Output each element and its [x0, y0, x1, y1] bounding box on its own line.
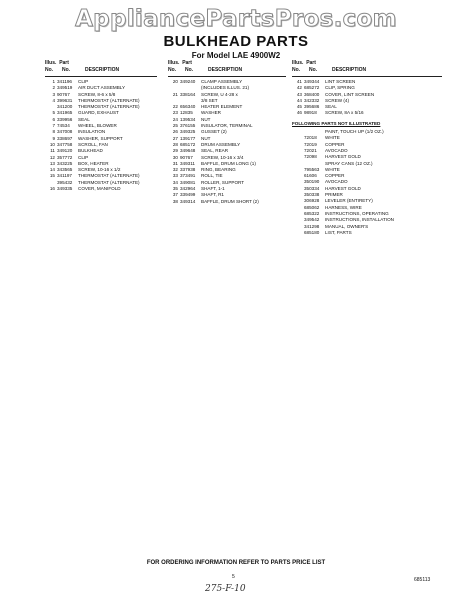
page-title: BULKHEAD PARTS	[163, 33, 309, 50]
illus-number: 14	[49, 167, 55, 173]
part-description: SEAL	[325, 104, 337, 110]
part-number: 90767	[57, 91, 70, 97]
header-description: DESCRIPTION	[332, 67, 367, 73]
column-header	[292, 60, 442, 77]
part-description: BAFFLE, DRUM SHORT (2)	[201, 198, 259, 204]
footer-note: FOR ORDERING INFORMATION REFER TO PARTS PRICE LIST	[146, 560, 326, 566]
part-description: LEVELER (ENTIRETY)	[325, 198, 373, 204]
part-description: LIST, PARTS	[325, 229, 352, 235]
illus-number: 4	[52, 97, 55, 103]
part-description: RING, BEARING	[201, 167, 236, 173]
illus-number: 24	[172, 116, 178, 122]
part-number: 343565	[57, 167, 73, 173]
illus-number	[292, 230, 304, 236]
illus-number: 11	[50, 148, 55, 154]
illus-number: 16	[49, 186, 55, 192]
part-description: PRIMER	[325, 192, 343, 198]
part-description: COPPER	[325, 173, 345, 179]
part-description: COVER, LINT SCREEN	[325, 91, 375, 97]
header-no2: No.	[309, 67, 318, 73]
part-description: GUSSET (2)	[201, 129, 227, 135]
illus-number: 15	[49, 173, 55, 179]
illus-number: 26	[172, 129, 178, 135]
part-description: WHEEL, BLOWER	[78, 123, 117, 129]
part-number: 341298	[304, 223, 320, 229]
part-description: SCREW, U 4-28 x	[201, 91, 238, 97]
illus-number: 45	[296, 104, 302, 110]
part-number: 395686	[304, 104, 320, 110]
part-number: 350190	[304, 179, 320, 185]
part-description: THERMOSTAT (ALTERNATE)	[78, 97, 140, 103]
part-description: SCREW, 10-16 x 3/4	[201, 154, 244, 160]
parts-list	[45, 79, 157, 192]
part-description: NUT	[201, 135, 211, 141]
part-number: 338164	[180, 91, 196, 97]
illus-number: 3	[52, 91, 55, 97]
illus-number: 29	[172, 148, 178, 154]
part-number: 349325	[180, 129, 196, 135]
part-description: SCROLL, FAN	[78, 141, 108, 147]
illus-number: 8	[52, 129, 55, 135]
part-description: SHAFT, 1-1	[201, 186, 225, 192]
header-no: No.	[292, 67, 301, 73]
part-number: 139534	[180, 116, 196, 122]
watermark: AppliancePartsPros.com	[75, 6, 397, 32]
part-description: INSULATION	[78, 129, 106, 135]
part-description: INSULATOR, TERMINAL	[201, 123, 253, 129]
part-description: BULKHEAD	[78, 148, 103, 154]
illus-number: 6	[52, 116, 55, 122]
page-number: 5	[232, 574, 235, 580]
illus-number: 44	[296, 97, 302, 103]
part-description: PAINT, TOUCH UP (1/2 OZ.)	[325, 129, 384, 135]
illus-number: 2	[52, 85, 55, 91]
part-number: 72021	[304, 147, 317, 153]
part-description: SCREW, 8-6 x 5/8	[78, 91, 116, 97]
header-illus: Illus. Part	[168, 60, 192, 66]
part-number: 339499	[180, 192, 196, 198]
part-number: 685172	[180, 141, 196, 147]
illus-number: 41	[296, 79, 302, 84]
illus-number: 1	[52, 79, 55, 84]
header-no2: No.	[62, 67, 71, 73]
part-number: 12835	[180, 110, 193, 116]
part-description: ROLL, TIE	[201, 173, 223, 179]
part-number: 72098	[304, 154, 317, 160]
illus-number: 46	[296, 110, 302, 116]
part-description: AVOCADO	[325, 147, 348, 153]
part-number: 357772	[57, 154, 73, 160]
part-description: CLAMP ASSEMBLY	[201, 79, 243, 84]
part-number: 376155	[180, 123, 196, 129]
header-description: DESCRIPTION	[208, 67, 243, 73]
parts-row	[45, 186, 157, 192]
part-description: LINT SCREEN	[325, 79, 356, 84]
parts-column-1	[45, 60, 157, 192]
part-description: DRUM ASSEMBLY	[201, 141, 241, 147]
illus-number: 20	[172, 79, 178, 84]
illus-number: 33	[172, 173, 178, 179]
part-number: 349311	[180, 160, 195, 166]
section-title: FOLLOWING PARTS NOT ILLUSTRATED	[292, 120, 381, 126]
part-number: 795563	[304, 166, 320, 172]
part-description: AIR DUCT ASSEMBLY	[78, 85, 126, 91]
document-code: 685113	[414, 577, 431, 583]
part-description: NUT	[201, 116, 211, 122]
part-description: WASHER, SUPPORT	[78, 135, 123, 141]
part-description: GUARD, EXHAUST	[78, 110, 119, 116]
part-description: MANUAL, OWNER'S	[325, 223, 369, 229]
handwritten-note: 275-F-10	[205, 584, 246, 594]
illus-number: 25	[172, 123, 178, 129]
page-subtitle: For Model LAE 4900W2	[191, 51, 281, 60]
column-header	[45, 60, 157, 77]
header-illus: Illus. Part	[45, 60, 69, 66]
part-number: 342332	[304, 97, 320, 103]
part-description: SCREW (4)	[325, 97, 349, 103]
illus-number: 37	[172, 192, 178, 198]
header-no: No.	[168, 67, 177, 73]
part-description: 3/8 SET	[201, 97, 218, 103]
part-number: 349519	[57, 85, 73, 91]
part-description: SPRAY CANS (12 OZ.)	[325, 160, 373, 166]
part-description: WHITE	[325, 135, 340, 141]
illus-number: 7	[52, 123, 55, 129]
part-description: SHAFT, R1	[201, 192, 224, 198]
illus-number: 34	[172, 179, 178, 185]
illus-number: 9	[52, 135, 55, 141]
parts-list-not-illustrated	[292, 129, 442, 236]
illus-number: 32	[172, 167, 178, 173]
part-number: 341200	[57, 104, 73, 110]
part-number: 685180	[304, 229, 320, 235]
part-description: WHITE	[325, 166, 340, 172]
part-number: 90767	[180, 154, 193, 160]
parts-column-3	[292, 60, 442, 236]
part-number: 349240	[180, 79, 196, 84]
illus-number: 23	[172, 110, 178, 116]
part-description: SCREW, 8A x 5/16	[325, 110, 364, 116]
part-description: BAFFLE, DRUM LONG (1)	[201, 160, 256, 166]
part-number: 347008	[57, 129, 73, 135]
illus-number: 42	[296, 85, 302, 91]
part-number: 306928	[304, 198, 320, 204]
part-number: 349335	[57, 186, 73, 192]
part-description: (INCLUDES ILLUS. 21)	[201, 85, 249, 91]
header-illus: Illus. Part	[292, 60, 316, 66]
part-number: 685272	[304, 85, 320, 91]
illus-number: 21	[172, 91, 178, 97]
parts-row	[168, 199, 286, 205]
part-number: 349344	[304, 79, 320, 84]
part-number: 349314	[180, 198, 196, 204]
illus-number: 27	[172, 135, 178, 141]
header-no: No.	[45, 67, 54, 73]
header-no2: No.	[185, 67, 194, 73]
parts-list	[168, 79, 286, 205]
part-number: 395432	[57, 179, 73, 185]
part-description: COPPER	[325, 141, 345, 147]
part-number: 139177	[180, 135, 196, 141]
parts-row	[292, 230, 442, 236]
part-description: AVOCADO	[325, 179, 348, 185]
parts-list	[292, 79, 442, 117]
illus-number: 10	[49, 141, 55, 147]
part-description: SEAL, REAR	[201, 148, 229, 154]
part-description: SEAL	[78, 116, 90, 122]
part-number: 399631	[57, 97, 73, 103]
part-number: 341196	[57, 79, 72, 84]
parts-column-2	[168, 60, 286, 205]
illus-number: 30	[172, 154, 178, 160]
part-number: 72018	[304, 135, 317, 141]
illus-number: 22	[172, 104, 178, 110]
part-description: COVER, MANIFOLD	[78, 186, 121, 192]
part-number: 61606	[304, 173, 317, 179]
part-number: 341197	[57, 173, 72, 179]
part-description: BOX, HEATER	[78, 160, 109, 166]
part-description: HARVEST GOLD	[325, 185, 361, 191]
part-description: HARVEST GOLD	[325, 154, 361, 160]
part-number: 685322	[304, 210, 320, 216]
part-description: CLIP, SPRING	[325, 85, 355, 91]
header-description: DESCRIPTION	[85, 67, 120, 73]
illus-number: 13	[49, 160, 55, 166]
part-description: INSTRUCTIONS, OPERATING	[325, 210, 389, 216]
illus-number: 12	[49, 154, 55, 160]
part-description: THERMOSTAT (ALTERNATE)	[78, 173, 140, 179]
illus-number: 38	[172, 198, 178, 204]
part-number: 350334	[304, 185, 320, 191]
part-number: 339956	[57, 116, 73, 122]
illus-number: 43	[296, 91, 302, 97]
part-number: 350338	[304, 192, 320, 198]
part-description: HARNESS, WIRE	[325, 204, 362, 210]
part-description: INSTRUCTIONS, INSTALLATION	[325, 217, 394, 223]
part-number: 347758	[57, 141, 73, 147]
part-description: CLIP	[78, 79, 89, 84]
part-number: 74534	[57, 123, 70, 129]
part-description: ROLLER, SUPPORT	[201, 179, 245, 185]
part-description: THERMOSTAT (ALTERNATE)	[78, 104, 140, 110]
part-number: 337938	[180, 167, 196, 173]
parts-row	[292, 110, 442, 116]
part-number: 342964	[180, 186, 196, 192]
part-description: HEATER ELEMENT	[201, 104, 243, 110]
illus-number: 28	[172, 141, 178, 147]
part-number: 349081	[180, 179, 196, 185]
part-number: 685062	[304, 204, 320, 210]
part-description: WASHER	[201, 110, 221, 116]
part-number: 72019	[304, 141, 317, 147]
part-description: THERMOSTAT (ALTERNATE)	[78, 179, 140, 185]
illus-number: 31	[172, 160, 178, 166]
part-number: 349648	[180, 148, 196, 154]
part-description: CLIP	[78, 154, 89, 160]
illus-number: 5	[52, 110, 55, 116]
part-number: 349542	[304, 217, 320, 223]
part-number: 368400	[304, 91, 320, 97]
part-number: 373491	[180, 173, 196, 179]
part-number: 98918	[304, 110, 317, 116]
part-number: 338697	[57, 135, 73, 141]
part-description: SCREW, 10-16 x 1/2	[78, 167, 121, 173]
part-number: 341965	[57, 110, 73, 116]
part-number: 656340	[180, 104, 196, 110]
column-header	[168, 60, 286, 77]
illus-number: 35	[172, 186, 178, 192]
part-number: 343225	[57, 160, 73, 166]
part-number: 349120	[57, 148, 73, 154]
